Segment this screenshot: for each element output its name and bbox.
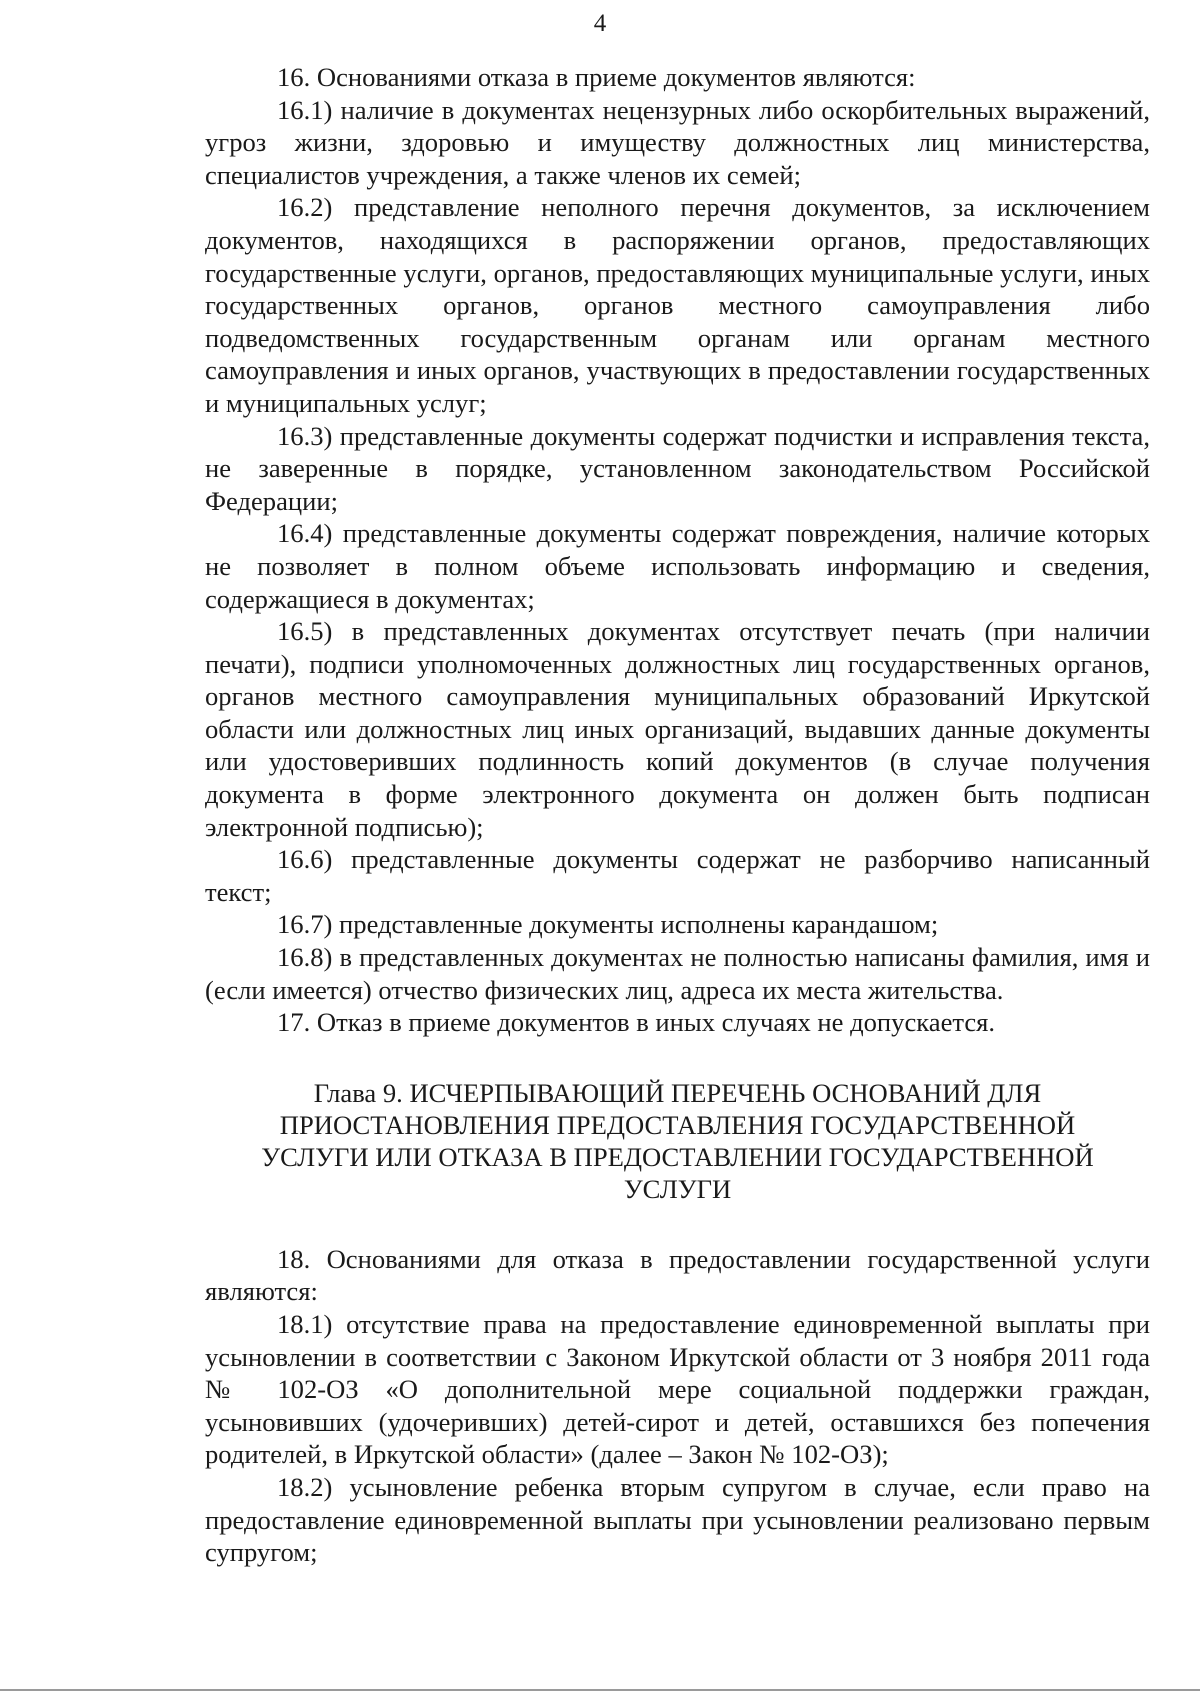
- chapter-heading-line: ПРИОСТАНОВЛЕНИЯ ПРЕДОСТАВЛЕНИЯ ГОСУДАРСТВЕННОЙ: [279, 1109, 1076, 1140]
- chapter-heading-line: УСЛУГИ: [623, 1173, 732, 1204]
- paragraph-18-2: 18.2) усыновление ребенка вторым супругом в случае, если право на предоставление единовременной выплаты при усыновлении реализовано первым супругом;: [205, 1471, 1150, 1568]
- paragraph-16-4: 16.4) представленные документы содержат повреждения, наличие которых не позволяет в полном объеме использовать информацию и сведения, содержащиеся в документах;: [205, 518, 1150, 614]
- paragraph-16-2: 16.2) представление неполного перечня документов, за исключением документов, находящихся в распоряжении органов, предоставляющих государственные услуги, органов, предоставляющих муниципальные услуги, иных государственных органов, органов местного самоуправления либо подведомственных государственным органам или органам местного самоуправления и иных органов, участвующих в предоставлении государственных и муниципальных услуг;: [205, 192, 1150, 418]
- chapter-heading-line: УСЛУГИ ИЛИ ОТКАЗА В ПРЕДОСТАВЛЕНИИ ГОСУДАРСТВЕННОЙ: [261, 1141, 1094, 1172]
- paragraph-16-5: 16.5) в представленных документах отсутствует печать (при наличии печати), подписи уполномоченных должностных лиц государственных органов, органов местного самоуправления муниципальных образований Иркутской области или должностных лиц иных организаций, выдавших данные документы или удостоверивших подлинность копий документов (в случае получения документа в форме электронного документа он должен быть подписан электронной подписью);: [205, 616, 1150, 842]
- paragraph-16-1: 16.1) наличие в документах нецензурных либо оскорбительных выражений, угроз жизни, здоровью и имуществу должностных лиц министерства, специалистов учреждения, а также членов их семей;: [205, 94, 1150, 190]
- paragraph-18-1: 18.1) отсутствие права на предоставление единовременной выплаты при усыновлении в соответствии с Законом Иркутской области от 3 ноября 2011 года № 102-ОЗ «О дополнительной мере социальной поддержки граждан, усыновивших (удочеривших) детей-сирот и детей, оставшихся без попечения родителей, в Иркутской области» (далее – Закон № 102-ОЗ);: [205, 1309, 1150, 1470]
- scan-edge-line: [0, 1689, 1200, 1691]
- paragraph-16-6: 16.6) представленные документы содержат не разборчиво написанный текст;: [205, 844, 1150, 907]
- paragraph-17: 17. Отказ в приеме документов в иных случаях не допускается.: [277, 1007, 996, 1038]
- paragraph-16-3: 16.3) представленные документы содержат подчистки и исправления текста, не заверенные в порядке, установленном законодательством Российской Федерации;: [205, 420, 1150, 516]
- paragraph-16-8: 16.8) в представленных документах не полностью написаны фамилия, имя и (если имеется) отчество физических лиц, адреса их места жительства.: [205, 942, 1150, 1005]
- spacer: [205, 1205, 1150, 1243]
- chapter-heading-line: Глава 9. ИСЧЕРПЫВАЮЩИЙ ПЕРЕЧЕНЬ ОСНОВАНИЙ ДЛЯ: [313, 1077, 1042, 1108]
- paragraph-16: 16. Основаниями отказа в приеме документов являются:: [277, 62, 916, 92]
- paragraph-16-7: 16.7) представленные документы исполнены карандашом;: [277, 909, 939, 940]
- page-number: 4: [593, 10, 607, 37]
- chapter-heading: [205, 1077, 1150, 1205]
- paragraph-18: 18. Основаниями для отказа в предоставлении государственной услуги являются:: [205, 1243, 1150, 1307]
- document-body: [205, 61, 1150, 1569]
